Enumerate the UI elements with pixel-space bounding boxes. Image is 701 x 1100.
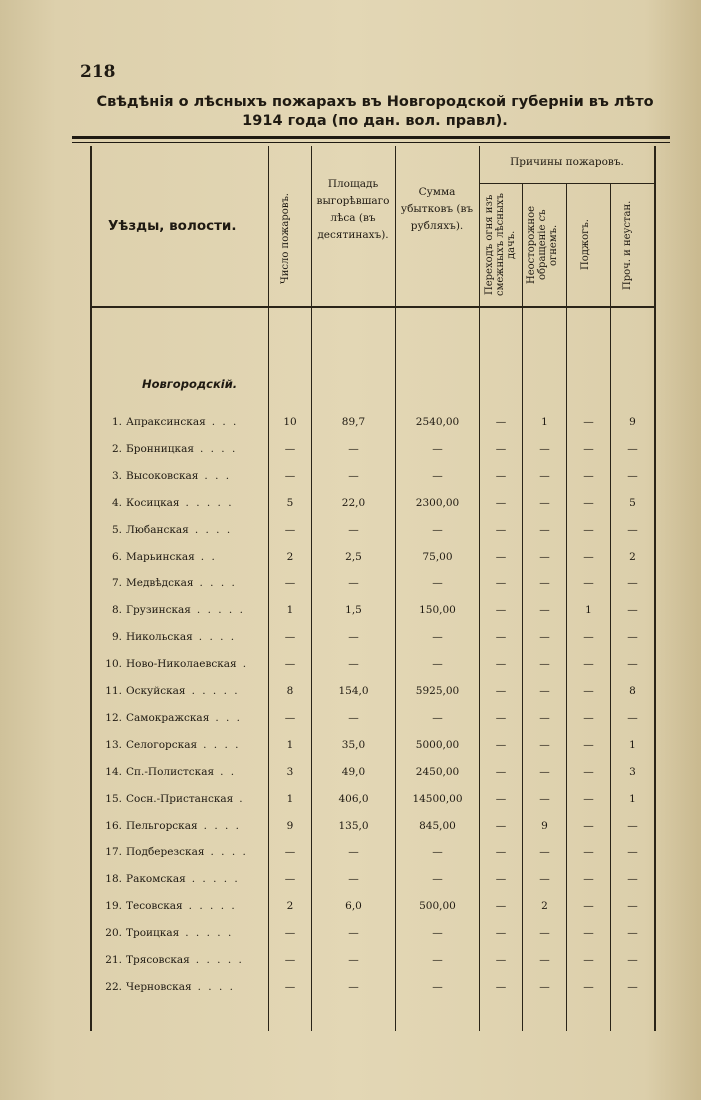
volost-name (90, 463, 231, 490)
volost-label: Сп.-Полистская (126, 765, 215, 778)
cell-cause-transfer: — (495, 550, 507, 563)
row-number: 7. (111, 577, 122, 590)
volost-label: Апраксинская (126, 416, 206, 428)
cell-cause-arson: — (583, 900, 594, 913)
cell-fires-count: 2 (286, 550, 294, 563)
row-number: 13. (105, 738, 122, 751)
cell-fires-count: 10 (283, 416, 297, 428)
leader-dots: . . . (215, 711, 243, 724)
leader-dots: . . . . (197, 980, 235, 993)
cell-cause-other: — (627, 523, 638, 536)
header-fires-count: Число пожаровъ. (280, 193, 291, 284)
cell-cause-arson: — (583, 954, 594, 966)
cell-cause-arson: — (583, 416, 594, 428)
cell-cause-transfer: — (495, 792, 507, 805)
cell-losses: 150,00 (419, 604, 456, 617)
cell-burned-area: 22,0 (341, 496, 366, 509)
header-bottom-rule (90, 306, 656, 308)
cell-losses: 2450,00 (415, 765, 460, 778)
cell-losses: — (432, 980, 443, 993)
cell-losses: — (432, 442, 443, 455)
cell-fires-count: — (284, 927, 296, 940)
cell-burned-area: — (348, 442, 359, 455)
volost-name (90, 570, 237, 597)
cell-cause-arson: — (583, 819, 594, 832)
table-row (90, 705, 655, 732)
cell-cause-other: — (627, 980, 638, 993)
leader-dots: . . . . (199, 442, 238, 455)
cell-cause-other: 5 (629, 496, 636, 509)
cell-losses: 845,00 (419, 819, 456, 832)
table-row (90, 624, 655, 651)
cell-cause-other: — (627, 604, 638, 617)
volost-name (90, 436, 237, 463)
table-row (90, 409, 655, 436)
cell-fires-count: 9 (286, 819, 294, 832)
cell-burned-area: — (348, 873, 359, 886)
leader-dots: . (239, 792, 245, 805)
cell-burned-area: — (348, 469, 359, 482)
cell-cause-transfer: — (495, 846, 507, 859)
title-rule-thin (72, 142, 670, 143)
volost-name (90, 839, 248, 866)
row-number: 12. (105, 711, 122, 724)
cell-fires-count: — (284, 631, 296, 644)
cell-cause-careless: — (539, 658, 550, 671)
volost-name (90, 893, 237, 920)
header-districts: Уѣзды, волости. (108, 218, 237, 234)
cell-losses: — (432, 846, 443, 859)
cell-cause-other: 3 (629, 765, 636, 778)
cell-fires-count: 2 (286, 900, 294, 913)
volost-name (90, 759, 236, 786)
cell-cause-careless: 1 (541, 416, 548, 428)
cell-cause-arson: — (583, 873, 594, 886)
cell-cause-arson: — (583, 711, 594, 724)
leader-dots: . . . . (194, 523, 233, 536)
cell-cause-transfer: — (495, 658, 507, 671)
cell-cause-transfer: — (495, 496, 507, 509)
row-number: 17. (105, 846, 122, 859)
cell-cause-arson: — (583, 631, 594, 644)
cell-fires-count: — (284, 873, 296, 886)
row-number: 21. (105, 954, 122, 966)
cell-losses: 2300,00 (415, 496, 460, 509)
header-cause-careless: Неосторожное обращеніе съ огнемъ. (526, 205, 559, 285)
cell-losses: — (432, 631, 443, 644)
leader-dots: . . . . . (191, 685, 240, 697)
volost-name (90, 947, 244, 974)
leader-dots: . . . . (199, 577, 237, 590)
cell-burned-area: — (348, 631, 359, 644)
row-number: 18. (105, 873, 122, 886)
cell-cause-other: — (627, 954, 638, 966)
cell-cause-other: — (627, 846, 638, 859)
cell-fires-count: — (284, 442, 296, 455)
cell-fires-count: — (284, 980, 296, 993)
volost-label: Косицкая (126, 496, 180, 509)
cell-cause-transfer: — (495, 900, 507, 913)
volost-name (90, 490, 234, 517)
cell-losses: 5925,00 (415, 685, 460, 697)
cell-burned-area: 154,0 (338, 685, 369, 697)
volost-label: Медвѣдская (126, 577, 194, 590)
cell-cause-arson: — (583, 658, 594, 671)
cell-fires-count: — (284, 954, 296, 966)
header-causes: Причины пожаровъ. (510, 156, 624, 168)
header-losses: Сумма убытковъ (въ рубляхъ). (400, 186, 474, 232)
cell-fires-count: 5 (286, 496, 294, 509)
cell-burned-area: — (348, 658, 359, 671)
cell-losses: — (432, 658, 443, 671)
volost-label: Ново-Николаевская (126, 658, 237, 671)
cell-burned-area: — (348, 711, 359, 724)
cell-losses: — (432, 577, 443, 590)
leader-dots: . . . . (198, 631, 237, 644)
cell-cause-other: — (627, 873, 638, 886)
leader-dots: . . . . . (191, 873, 240, 886)
table-row (90, 813, 655, 840)
cell-cause-other: — (627, 577, 638, 590)
cell-cause-other: — (627, 469, 638, 482)
cell-burned-area: — (348, 980, 359, 993)
cell-losses: 75,00 (422, 550, 453, 563)
row-number: 16. (105, 819, 122, 832)
cell-cause-arson: — (583, 927, 594, 940)
volost-label: Грузинская (126, 604, 191, 617)
cell-cause-careless: — (539, 469, 550, 482)
row-number: 3. (111, 469, 122, 482)
cell-burned-area: — (348, 577, 359, 590)
cell-cause-arson: — (583, 792, 594, 805)
table-row (90, 517, 655, 544)
table-row (90, 786, 655, 813)
volost-name (90, 624, 236, 651)
volost-name (90, 732, 241, 759)
row-number: 10. (105, 658, 122, 671)
cell-burned-area: 1,5 (345, 604, 362, 617)
cell-cause-other: — (627, 927, 638, 940)
title-line-2: 1914 года (по дан. вол. правл). (242, 113, 508, 129)
volost-name (90, 974, 235, 1001)
row-number: 4. (111, 496, 122, 509)
causes-header-rule (479, 183, 655, 184)
cell-losses: 2540,00 (415, 416, 460, 428)
cell-cause-careless: — (539, 980, 550, 993)
cell-fires-count: — (284, 577, 296, 590)
cell-cause-careless: — (539, 577, 550, 590)
cell-cause-other: — (627, 631, 638, 644)
cell-losses: 5000,00 (415, 738, 460, 751)
cell-cause-transfer: — (495, 873, 507, 886)
row-number: 6. (111, 550, 122, 563)
table-row (90, 920, 655, 947)
cell-cause-careless: — (539, 631, 550, 644)
cell-cause-other: — (627, 711, 638, 724)
cell-cause-arson: — (583, 523, 594, 536)
cell-cause-transfer: — (495, 765, 507, 778)
cell-fires-count: — (284, 711, 296, 724)
cell-burned-area: — (348, 523, 359, 536)
volost-label: Никольская (126, 631, 193, 644)
leader-dots: . . . . . (196, 604, 245, 617)
cell-burned-area: 406,0 (338, 792, 369, 805)
cell-cause-other: 9 (629, 416, 636, 428)
cell-cause-transfer: — (495, 980, 507, 993)
cell-losses: — (432, 523, 443, 536)
leader-dots: . . . (211, 416, 239, 428)
title-rule-thick (72, 136, 670, 139)
cell-cause-other: 2 (629, 550, 636, 563)
fires-table (90, 146, 655, 1031)
cell-fires-count: 3 (286, 765, 294, 778)
cell-cause-transfer: — (495, 577, 507, 590)
leader-dots: . (242, 658, 249, 671)
cell-cause-transfer: — (495, 604, 507, 617)
volost-name (90, 866, 240, 893)
volost-label: Подберезская (126, 846, 205, 859)
row-number: 1. (111, 416, 122, 428)
header-cause-arson: Поджогъ. (580, 219, 591, 271)
cell-cause-arson: — (583, 738, 594, 751)
table-row (90, 759, 655, 786)
volost-name (90, 813, 241, 840)
cell-burned-area: — (348, 927, 359, 940)
cell-cause-transfer: — (495, 416, 507, 428)
row-number: 15. (105, 792, 122, 805)
volost-label: Черновская (126, 980, 192, 993)
cell-fires-count: — (284, 846, 296, 859)
cell-cause-careless: — (539, 442, 550, 455)
volost-name (90, 544, 217, 571)
leader-dots: . . . . . (195, 954, 244, 966)
page-number: 218 (80, 62, 116, 82)
cell-losses: — (432, 469, 443, 482)
cell-cause-arson: — (583, 550, 594, 563)
cell-fires-count: — (284, 469, 296, 482)
volost-label: Марьинская (126, 550, 195, 563)
cell-cause-arson: — (583, 577, 594, 590)
cell-cause-transfer: — (495, 442, 507, 455)
table-row (90, 490, 655, 517)
cell-burned-area: 49,0 (341, 765, 366, 778)
cell-fires-count: — (284, 658, 296, 671)
cell-burned-area: — (348, 954, 359, 966)
cell-cause-other: — (627, 442, 638, 455)
volost-name (90, 705, 242, 732)
cell-cause-careless: — (539, 685, 550, 697)
cell-losses: 500,00 (419, 900, 456, 913)
table-row (90, 651, 655, 678)
cell-losses: — (432, 954, 443, 966)
table-row (90, 463, 655, 490)
cell-burned-area: 135,0 (338, 819, 369, 832)
row-number: 5. (111, 523, 122, 536)
cell-cause-careless: — (539, 954, 550, 966)
cell-cause-transfer: — (495, 927, 507, 940)
cell-fires-count: 8 (286, 685, 294, 697)
leader-dots: . . . . (203, 819, 242, 832)
cell-cause-transfer: — (495, 738, 507, 751)
cell-cause-careless: — (539, 711, 550, 724)
cell-cause-careless: 2 (541, 900, 548, 913)
row-number: 9. (111, 631, 122, 644)
cell-burned-area: — (348, 846, 359, 859)
volost-label: Самокражская (126, 711, 210, 724)
volost-label: Бронницкая (126, 442, 194, 455)
leader-dots: . . . . (203, 738, 241, 751)
volost-name (90, 786, 245, 813)
leader-dots: . . (200, 550, 217, 563)
volost-name (90, 678, 240, 705)
cell-cause-arson: — (583, 685, 594, 697)
volost-name (90, 597, 245, 624)
row-number: 2. (111, 442, 122, 455)
cell-cause-transfer: — (495, 711, 507, 724)
header-burned-area: Площадь выгорѣвшаго лѣса (въ десятинахъ). (316, 178, 390, 241)
table-row (90, 678, 655, 705)
cell-fires-count: 1 (286, 738, 294, 751)
row-number: 14. (105, 765, 122, 778)
table-row (90, 436, 655, 463)
cell-cause-arson: — (583, 469, 594, 482)
cell-cause-careless: — (539, 496, 550, 509)
volost-label: Оскуйская (126, 685, 186, 697)
cell-cause-transfer: — (495, 631, 507, 644)
cell-burned-area: 89,7 (341, 416, 366, 428)
cell-fires-count: 1 (286, 792, 294, 805)
row-number: 19. (105, 900, 122, 913)
cell-losses: — (432, 711, 443, 724)
table-row (90, 893, 655, 920)
cell-cause-other: 8 (629, 685, 636, 697)
cell-cause-careless: — (539, 846, 550, 859)
cell-cause-careless: — (539, 604, 550, 617)
table-row (90, 597, 655, 624)
cell-cause-transfer: — (495, 819, 507, 832)
cell-cause-careless: — (539, 792, 550, 805)
header-cause-other: Проч. и неустан. (622, 200, 633, 290)
cell-cause-other: 1 (629, 738, 636, 751)
volost-label: Пельгорская (126, 819, 198, 832)
volost-label: Любанская (126, 523, 189, 536)
table-row (90, 570, 655, 597)
table-row (90, 974, 655, 1001)
cell-cause-transfer: — (495, 954, 507, 966)
leader-dots: . . . . . (185, 496, 234, 509)
cell-cause-careless: — (539, 523, 550, 536)
table-row (90, 732, 655, 759)
leader-dots: . . . . . (185, 927, 234, 940)
cell-cause-transfer: — (495, 685, 507, 697)
cell-fires-count: 1 (286, 604, 294, 617)
cell-cause-careless: — (539, 550, 550, 563)
volost-label: Высоковская (126, 469, 199, 482)
cell-cause-other: 1 (629, 792, 636, 805)
cell-cause-arson: 1 (585, 604, 592, 617)
leader-dots: . . . (204, 469, 232, 482)
cell-losses: — (432, 927, 443, 940)
cell-cause-careless: 9 (541, 819, 548, 832)
cell-cause-transfer: — (495, 523, 507, 536)
header-cause-transfer: Переходъ огня изъ смежныхъ лѣсныхъ дачъ. (484, 193, 517, 297)
cell-losses: 14500,00 (412, 792, 463, 805)
leader-dots: . . . . (210, 846, 248, 859)
cell-cause-transfer: — (495, 469, 507, 482)
table-row (90, 544, 655, 571)
cell-burned-area: 2,5 (345, 550, 362, 563)
cell-burned-area: 35,0 (341, 738, 366, 751)
cell-cause-careless: — (539, 765, 550, 778)
cell-cause-careless: — (539, 927, 550, 940)
volost-label: Троицкая (126, 927, 180, 940)
table-row (90, 866, 655, 893)
cell-cause-arson: — (583, 980, 594, 993)
volost-label: Ракомская (126, 873, 186, 886)
row-number: 8. (111, 604, 122, 617)
volost-name (90, 409, 238, 436)
section-uezd-title: Новгородскій. (142, 377, 238, 391)
volost-label: Селогорская (126, 738, 198, 751)
volost-name (90, 517, 232, 544)
row-number: 11. (105, 685, 122, 697)
cell-cause-other: — (627, 900, 638, 913)
cell-cause-arson: — (583, 442, 594, 455)
cell-losses: — (432, 873, 443, 886)
volost-label: Трясовская (126, 954, 190, 966)
row-number: 20. (105, 927, 122, 940)
cell-cause-other: — (627, 819, 638, 832)
title-line-1: Свѣдѣнія о лѣсныхъ пожарахъ въ Новгородской губерніи въ лѣто (96, 94, 654, 110)
volost-name (90, 651, 248, 678)
table-row (90, 839, 655, 866)
cell-burned-area: 6,0 (345, 900, 362, 913)
leader-dots: . . . . . (188, 900, 237, 913)
cell-cause-other: — (627, 658, 638, 671)
cell-cause-careless: — (539, 873, 550, 886)
cell-cause-arson: — (583, 765, 594, 778)
table-title (70, 93, 680, 131)
table-row (90, 947, 655, 974)
leader-dots: . . (220, 765, 237, 778)
cell-cause-arson: — (583, 496, 594, 509)
volost-name (90, 920, 233, 947)
volost-label: Тесовская (126, 900, 183, 913)
cell-fires-count: — (284, 523, 296, 536)
cell-cause-careless: — (539, 738, 550, 751)
row-number: 22. (105, 980, 122, 993)
volost-label: Сосн.-Пристанская (126, 792, 234, 805)
cell-cause-arson: — (583, 846, 594, 859)
